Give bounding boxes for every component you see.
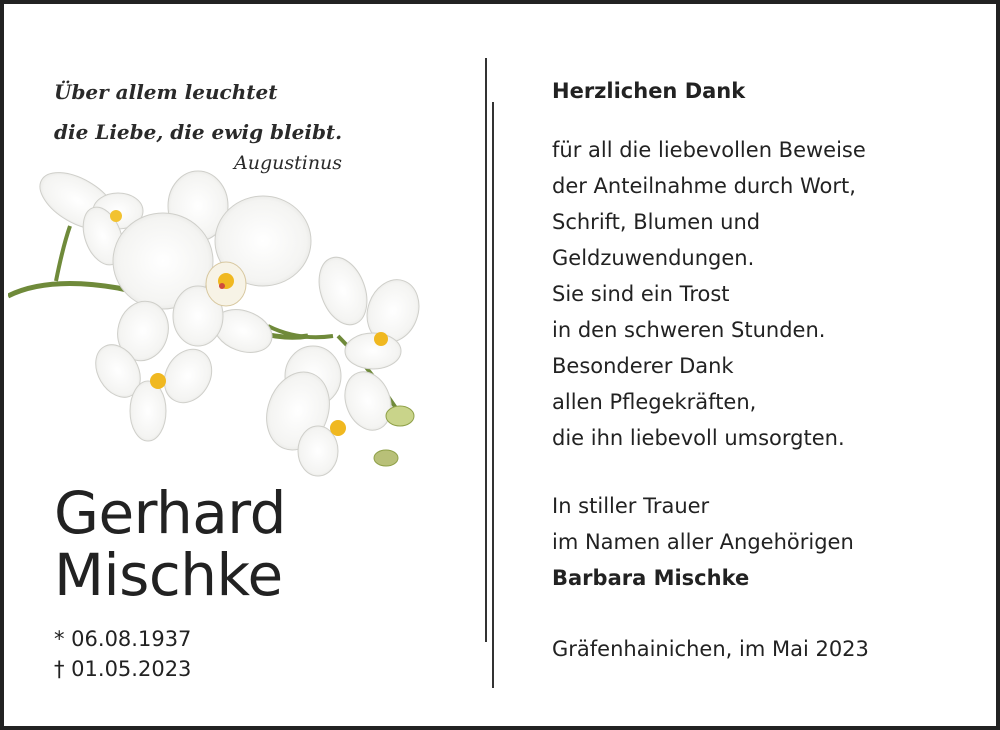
divider-line — [492, 102, 494, 688]
thanks-line: für all die liebevollen Beweise — [552, 138, 866, 162]
thanks-section — [552, 74, 866, 596]
closing-text — [552, 488, 866, 596]
quote — [54, 72, 342, 152]
thanks-text — [552, 132, 866, 456]
thanks-line: die ihn liebevoll umsorgten. — [552, 426, 845, 450]
thanks-line: Besonderer Dank — [552, 354, 734, 378]
place-date: Gräfenhainichen, im Mai 2023 — [552, 637, 869, 661]
quote-author: Augustinus — [234, 152, 343, 174]
last-name: Mischke — [54, 541, 283, 609]
signer-name: Barbara Mischke — [552, 566, 750, 590]
life-dates — [54, 624, 191, 684]
thanks-heading: Herzlichen Dank — [552, 79, 746, 103]
divider-line — [485, 58, 487, 642]
closing-line: im Namen aller Angehörigen — [552, 530, 854, 554]
thanks-line: Sie sind ein Trost — [552, 282, 730, 306]
quote-line: die Liebe, die ewig bleibt. — [54, 120, 343, 144]
death-date: † 01.05.2023 — [54, 657, 192, 681]
orchid-icon — [8, 166, 428, 486]
closing-line: In stiller Trauer — [552, 494, 710, 518]
thanks-line: in den schweren Stunden. — [552, 318, 826, 342]
first-name: Gerhard — [54, 479, 286, 547]
deceased-name — [54, 479, 286, 609]
quote-line: Über allem leuchtet — [54, 80, 278, 104]
thanks-line: Geldzuwendungen. — [552, 246, 755, 270]
thanks-line: Schrift, Blumen und — [552, 210, 761, 234]
thanks-line: der Anteilnahme durch Wort, — [552, 174, 856, 198]
birth-date: * 06.08.1937 — [54, 627, 192, 651]
thanks-line: allen Pflegekräften, — [552, 390, 757, 414]
